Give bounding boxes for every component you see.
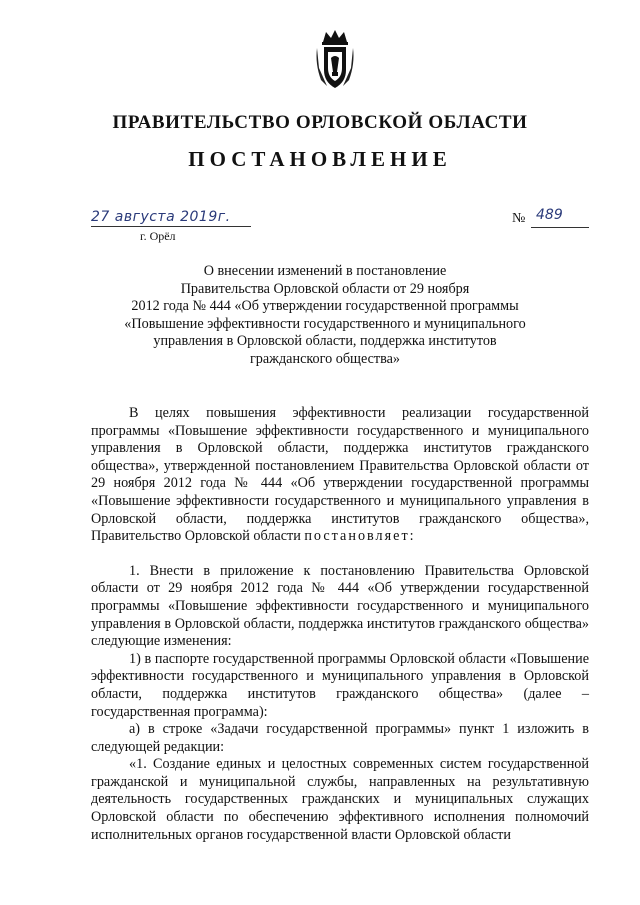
coat-of-arms-icon bbox=[313, 28, 357, 92]
number-underline bbox=[531, 227, 589, 228]
paragraph-3: а) в строке «Задачи государственной программы» пункт 1 изложить в следующей редакции: bbox=[91, 721, 589, 755]
subject-line: управления в Орловской области, поддержка институтов bbox=[153, 333, 497, 350]
document-subject bbox=[100, 263, 550, 369]
document-body bbox=[91, 405, 589, 844]
organization-title: ПРАВИТЕЛЬСТВО ОРЛОВСКОЙ ОБЛАСТИ bbox=[112, 112, 528, 133]
document-date: 27 августа 2019г. bbox=[91, 209, 231, 225]
subject-line: гражданского общества» bbox=[249, 350, 401, 367]
subject-line: Правительства Орловской области от 29 ноября bbox=[180, 280, 470, 297]
preamble-text: В целях повышения эффективности реализации государственной программы «Повышение эффективности государственного и муниципального управления в Орловской области, поддержка институтов гражданского общества», утвержденной постановлением Правительства Орловской области от 29 ноября 2012 года № 444 «Об утверждении государственной программы «Повышение эффективности государственного и муниципального управления в Орловской области, поддержка институтов гражданского общества», Правительство Орловской области bbox=[91, 405, 589, 545]
preamble-paragraph bbox=[91, 405, 589, 546]
date-underline bbox=[91, 226, 251, 227]
subject-line: «Повышение эффективности государственного и муниципального bbox=[124, 315, 526, 332]
document-type-title: ПОСТАНОВЛЕНИЕ bbox=[188, 147, 452, 171]
paragraph-4: «1. Создание единых и целостных современных систем государственной гражданской и муниципальной службы, направленных на результативную деятельность государственных гражданских и муниципальных служащих Орловской области по обеспечению эффективного исполнения полномочий исполнительных органов государственной власти Орловской области bbox=[91, 756, 589, 843]
document-number: 489 bbox=[536, 207, 563, 223]
number-sign: № bbox=[512, 211, 526, 226]
resolves-word: постановляет: bbox=[304, 528, 416, 545]
document-city: г. Орёл bbox=[140, 229, 176, 243]
subject-line: 2012 года № 444 «Об утверждении государственной программы bbox=[131, 298, 519, 315]
subject-line: О внесении изменений в постановление bbox=[203, 263, 447, 279]
paragraph-2: 1) в паспорте государственной программы Орловской области «Повышение эффективности государственного и муниципального управления в Орловской области, поддержка институтов гражданского общества» (далее – государственная программа): bbox=[91, 650, 589, 720]
paragraph-1: 1. Внести в приложение к постановлению Правительства Орловской области от 29 ноября 2012 года № 444 «Об утверждении государственной программы «Повышение эффективности государственного и муниципального управления в Орловской области, поддержка институтов гражданского общества» следующие изменения: bbox=[91, 562, 589, 650]
